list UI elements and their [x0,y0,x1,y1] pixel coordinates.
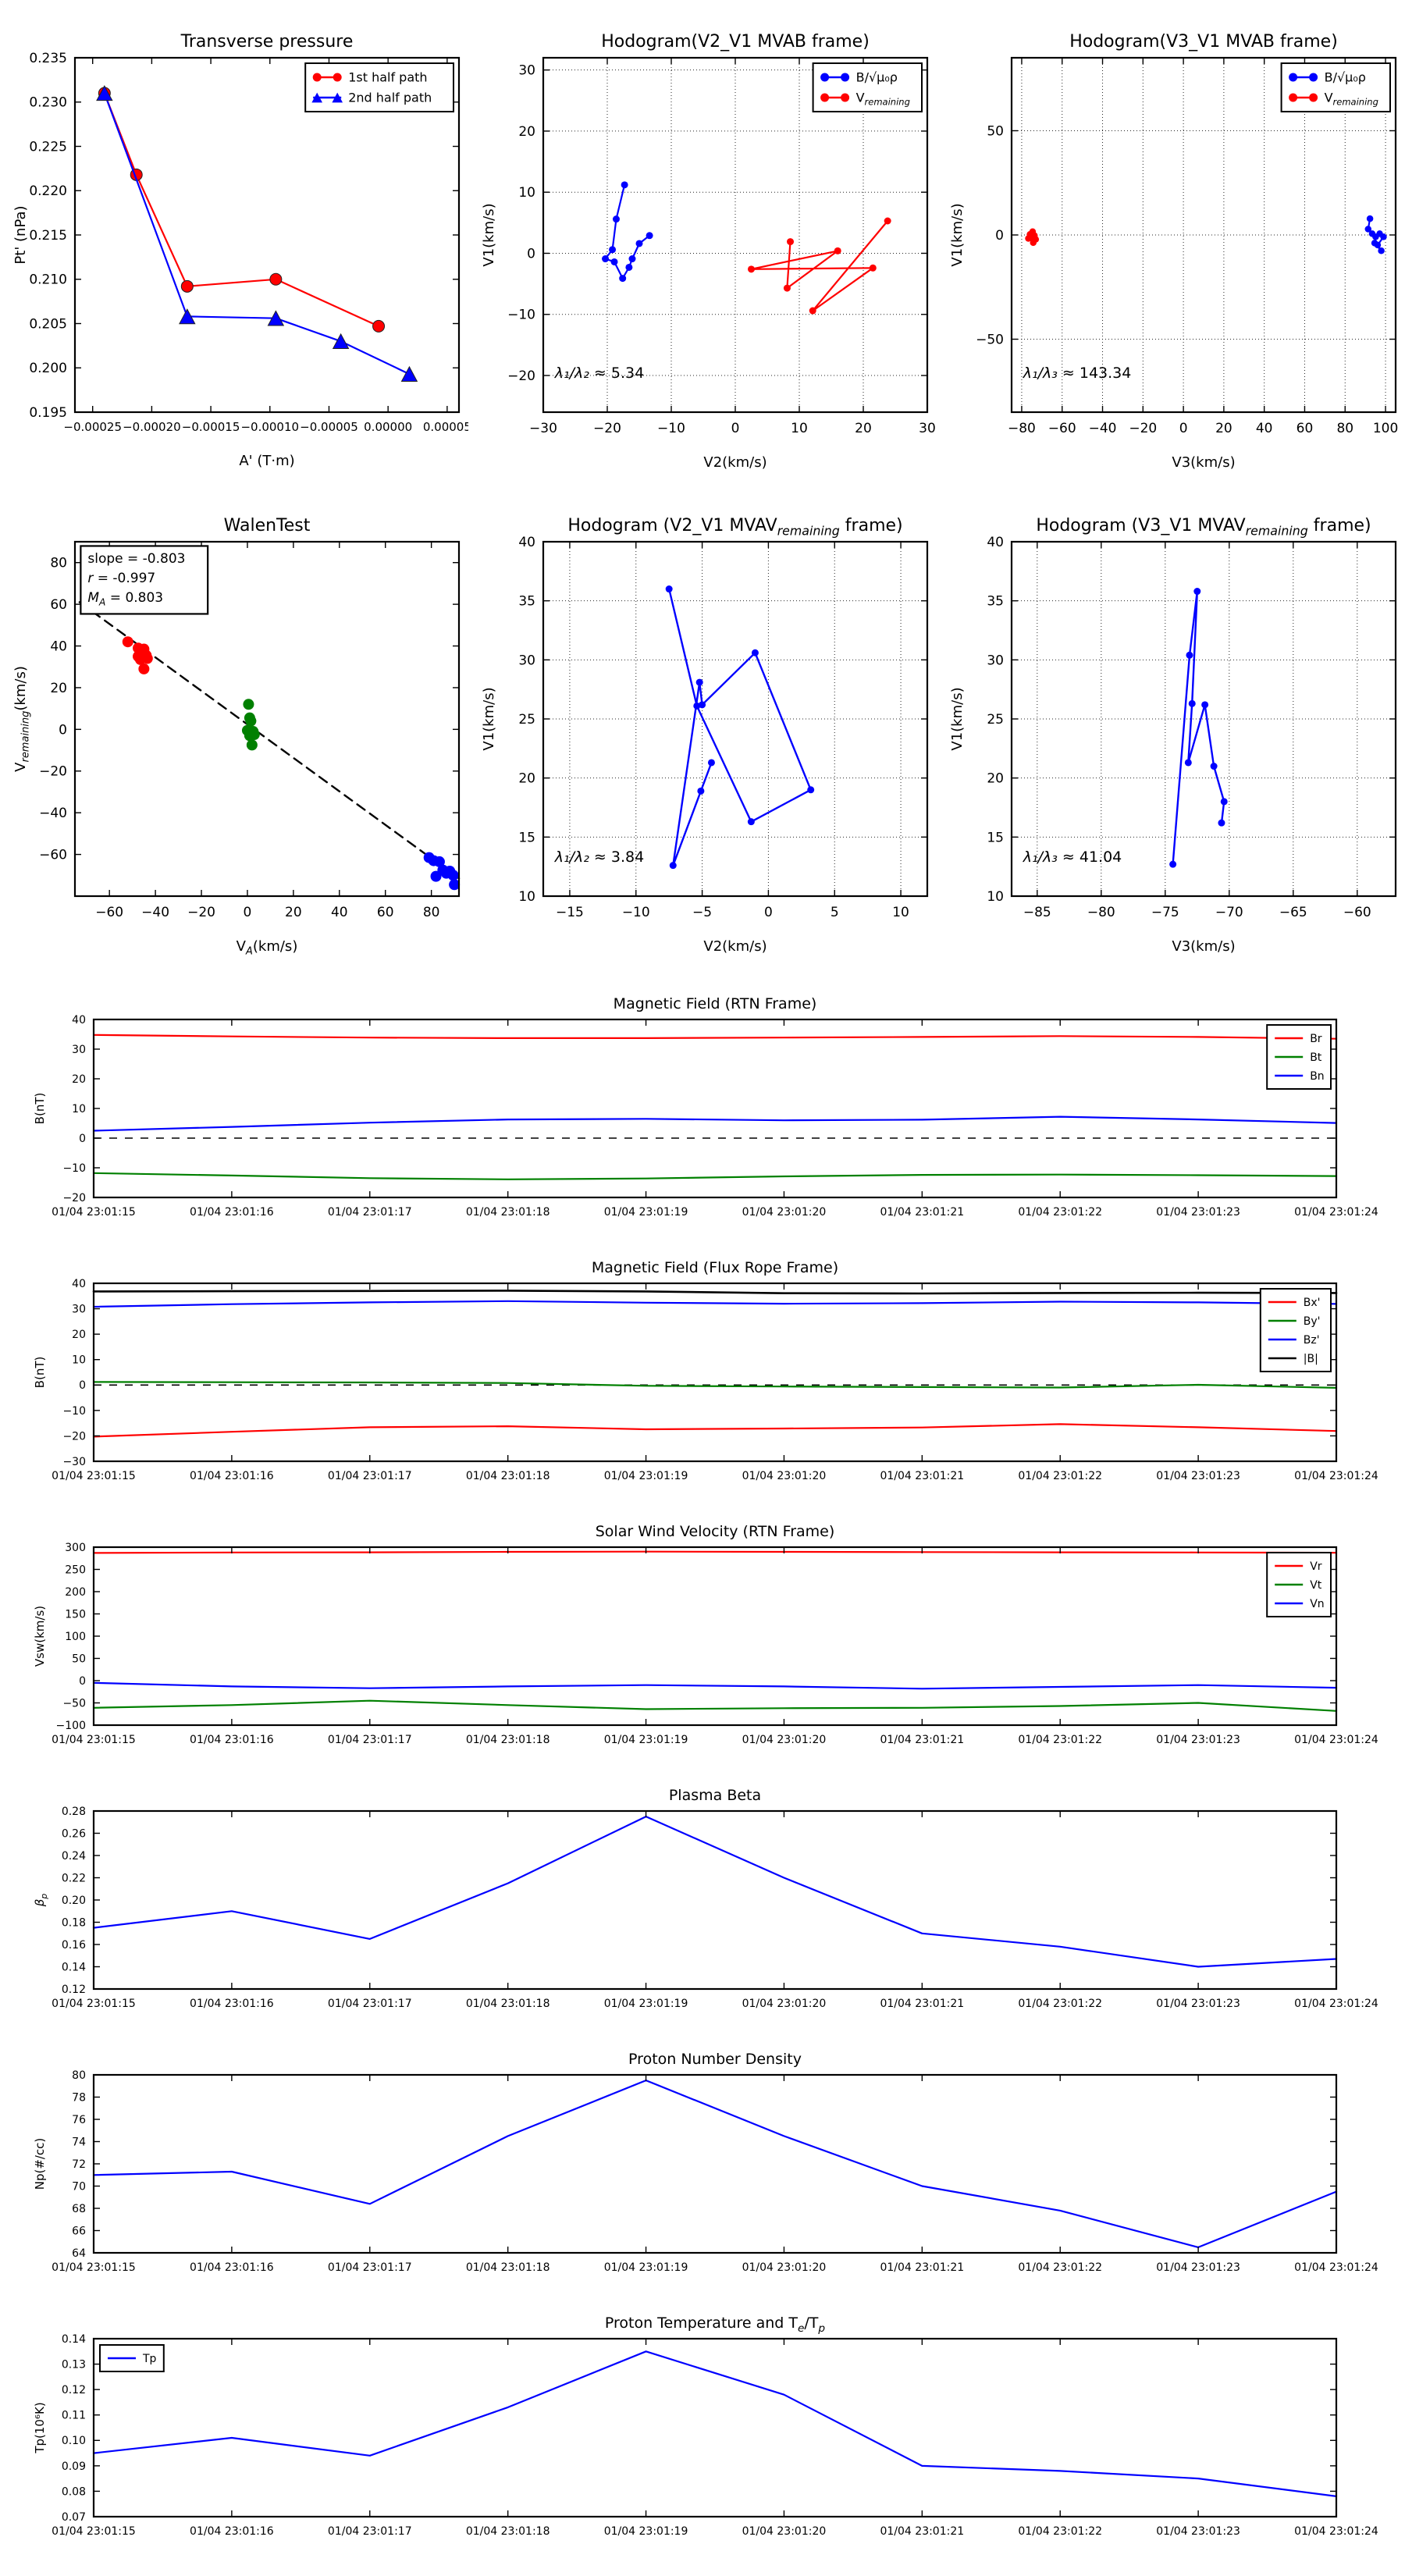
svg-text:66: 66 [72,2225,86,2238]
svg-text:40: 40 [330,905,348,920]
svg-text:−10: −10 [62,1162,86,1175]
svg-text:Tp: Tp [143,2352,157,2365]
chart-proton-number-density [0,2041,1405,2309]
svg-text:20: 20 [72,1329,86,1342]
svg-text:25: 25 [518,711,535,728]
svg-text:−70: −70 [1215,905,1243,920]
svg-text:−20: −20 [39,763,67,780]
svg-text:01/04 23:01:23: 01/04 23:01:23 [1156,1206,1240,1219]
svg-text:−15: −15 [555,905,584,920]
svg-text:01/04 23:01:23: 01/04 23:01:23 [1156,1998,1240,2010]
svg-text:0.28: 0.28 [61,1805,86,1818]
svg-text:r = -0.997: r = -0.997 [87,571,156,587]
svg-text:30: 30 [518,62,535,79]
svg-text:0.00000: 0.00000 [364,420,413,434]
svg-text:−20: −20 [62,1191,86,1204]
svg-text:100: 100 [1372,421,1399,436]
svg-text:−0.00010: −0.00010 [240,420,300,434]
svg-text:MA = 0.803: $M_A = 0.803$ [87,590,164,608]
svg-text:40: 40 [518,534,535,550]
svg-text:40: 40 [50,639,67,655]
svg-text:−50: −50 [62,1697,86,1710]
svg-text:0.235: 0.235 [29,50,67,66]
svg-text:0.10: 0.10 [61,2435,86,2448]
svg-text:|B|: |B| [1303,1352,1318,1365]
svg-text:0.26: 0.26 [61,1827,86,1841]
svg-text:30: 30 [518,653,535,669]
svg-text:01/04 23:01:24: 01/04 23:01:24 [1294,1998,1378,2010]
svg-text:01/04 23:01:17: 01/04 23:01:17 [327,2261,412,2274]
svg-text:0.12: 0.12 [61,1983,86,1996]
svg-text:Vremaining: $V_{remaining}$ [1324,90,1378,108]
svg-text:−0.00005: −0.00005 [300,420,358,434]
svg-text:01/04 23:01:15: 01/04 23:01:15 [52,2525,136,2538]
svg-text:01/04 23:01:18: 01/04 23:01:18 [465,1734,550,1746]
svg-text:40: 40 [72,1277,86,1290]
svg-text:0.24: 0.24 [61,1849,86,1863]
svg-text:01/04 23:01:17: 01/04 23:01:17 [327,1206,412,1219]
svg-text:0: 0 [243,905,252,920]
svg-text:Vsw(km/s): Vsw(km/s) [33,1605,47,1667]
svg-text:Tp(10⁶K): Tp(10⁶K) [33,2402,47,2453]
svg-text:20: 20 [855,421,872,436]
svg-text:−60: −60 [1343,905,1371,920]
svg-text:1st half path: 1st half path [348,69,428,85]
svg-text:80: 80 [1336,421,1354,436]
svg-text:Vn: Vn [1310,1597,1325,1610]
svg-text:λ₁/λ₂ ≈ 5.34: λ₁/λ₂ ≈ 5.34 [554,365,645,382]
svg-text:68: 68 [72,2202,86,2215]
svg-text:01/04 23:01:19: 01/04 23:01:19 [603,1206,688,1219]
svg-text:76: 76 [72,2113,86,2126]
svg-text:B/√μ₀ρ: B/√μ₀ρ [1324,69,1366,85]
svg-text:Hodogram(V3_V1 MVAB frame): Hodogram(V3_V1 MVAB frame) [1069,32,1338,52]
svg-text:Plasma Beta: Plasma Beta [668,1787,762,1804]
svg-text:0.14: 0.14 [61,2332,86,2346]
svg-text:−30: −30 [529,421,557,436]
svg-text:01/04 23:01:19: 01/04 23:01:19 [603,2525,688,2538]
svg-text:15: 15 [987,830,1004,846]
svg-text:0: 0 [995,227,1004,244]
svg-text:0.200: 0.200 [29,361,67,377]
chart-hodogram-v3v1-mvav [940,490,1405,974]
svg-text:100: 100 [65,1630,86,1643]
svg-text:−85: −85 [1023,905,1051,920]
chart-hodogram-v2v1-mvab [471,6,937,490]
svg-text:10: 10 [518,185,535,201]
svg-text:Proton Number Density: Proton Number Density [628,2051,802,2068]
svg-text:0: 0 [79,1674,86,1688]
svg-text:01/04 23:01:20: 01/04 23:01:20 [742,1470,827,1482]
svg-text:0.205: 0.205 [29,316,67,333]
svg-text:Bz': Bz' [1303,1333,1320,1347]
svg-text:01/04 23:01:16: 01/04 23:01:16 [190,1206,274,1219]
svg-text:−10: −10 [507,307,535,323]
svg-text:0.07: 0.07 [61,2510,86,2524]
svg-text:35: 35 [987,593,1004,610]
svg-text:40: 40 [987,534,1004,550]
svg-text:By': By' [1303,1315,1321,1328]
svg-text:0.12: 0.12 [61,2384,86,2397]
svg-text:20: 20 [987,770,1004,787]
chart-transverse-pressure [3,6,468,490]
svg-text:−80: −80 [1008,421,1036,436]
svg-text:−75: −75 [1151,905,1179,920]
svg-text:01/04 23:01:20: 01/04 23:01:20 [742,2261,827,2274]
svg-text:10: 10 [72,1102,86,1115]
svg-text:0.09: 0.09 [61,2460,86,2473]
svg-text:50: 50 [987,123,1004,140]
svg-text:−40: −40 [141,905,170,920]
svg-text:2nd half path: 2nd half path [348,90,432,105]
svg-text:slope = -0.803: slope = -0.803 [87,551,186,568]
svg-text:01/04 23:01:20: 01/04 23:01:20 [742,1206,827,1219]
svg-text:60: 60 [50,597,67,614]
svg-text:74: 74 [72,2136,86,2149]
svg-text:01/04 23:01:16: 01/04 23:01:16 [190,2525,274,2538]
svg-text:−10: −10 [621,905,650,920]
svg-text:01/04 23:01:17: 01/04 23:01:17 [327,1734,412,1746]
svg-text:λ₁/λ₃ ≈ 41.04: λ₁/λ₃ ≈ 41.04 [1023,849,1122,866]
svg-text:Bx': Bx' [1303,1296,1321,1309]
svg-text:0.215: 0.215 [29,227,67,244]
svg-text:−60: −60 [39,847,67,863]
svg-text:01/04 23:01:24: 01/04 23:01:24 [1294,2261,1378,2274]
svg-text:72: 72 [72,2158,86,2171]
svg-text:01/04 23:01:23: 01/04 23:01:23 [1156,2525,1240,2538]
svg-text:Transverse pressure: Transverse pressure [180,32,354,52]
svg-text:10: 10 [987,888,1004,905]
svg-text:B(nT): B(nT) [33,1092,47,1125]
svg-text:01/04 23:01:23: 01/04 23:01:23 [1156,1470,1240,1482]
svg-text:−0.00020: −0.00020 [123,420,181,434]
svg-text:λ₁/λ₂ ≈ 3.84: λ₁/λ₂ ≈ 3.84 [554,849,645,866]
svg-text:Vt: Vt [1310,1578,1322,1592]
svg-text:250: 250 [65,1564,86,1577]
svg-text:−5: −5 [692,905,713,920]
svg-text:0.230: 0.230 [29,94,67,111]
svg-text:78: 78 [72,2091,86,2105]
svg-text:80: 80 [50,555,67,571]
svg-text:10: 10 [791,421,808,436]
svg-text:200: 200 [65,1585,86,1599]
svg-text:01/04 23:01:23: 01/04 23:01:23 [1156,1734,1240,1746]
svg-text:0.00005: 0.00005 [422,420,468,434]
svg-text:30: 30 [72,1303,86,1316]
chart-plasma-beta [0,1777,1405,2045]
svg-text:01/04 23:01:16: 01/04 23:01:16 [190,1470,274,1482]
svg-text:20: 20 [285,905,302,920]
svg-text:01/04 23:01:20: 01/04 23:01:20 [742,2525,827,2538]
svg-text:01/04 23:01:24: 01/04 23:01:24 [1294,1206,1378,1219]
svg-text:Proton Temperature and Te/Tp: Proton Temperature and $T_e/T_p$ [604,2314,826,2335]
svg-text:−10: −10 [657,421,685,436]
svg-text:λ₁/λ₃ ≈ 143.34: λ₁/λ₃ ≈ 143.34 [1023,365,1132,382]
svg-text:V3(km/s): V3(km/s) [1172,454,1236,471]
svg-text:01/04 23:01:22: 01/04 23:01:22 [1018,2525,1103,2538]
svg-text:Vremaining: $V_{remaining}$ [855,90,910,108]
svg-text:25: 25 [987,711,1004,728]
chart-walen-test [3,490,468,974]
svg-text:0.11: 0.11 [61,2409,86,2422]
svg-text:0: 0 [731,421,740,436]
svg-text:01/04 23:01:22: 01/04 23:01:22 [1018,1734,1103,1746]
svg-text:−40: −40 [1088,421,1117,436]
svg-text:01/04 23:01:18: 01/04 23:01:18 [465,1998,550,2010]
svg-text:A' (T·m): A' (T·m) [239,453,295,469]
svg-text:0.210: 0.210 [29,272,67,288]
svg-text:−20: −20 [62,1430,86,1443]
svg-text:V2(km/s): V2(km/s) [703,938,767,955]
svg-text:20: 20 [518,770,535,787]
svg-text:01/04 23:01:21: 01/04 23:01:21 [880,1206,965,1219]
svg-text:40: 40 [1255,421,1273,436]
svg-text:01/04 23:01:15: 01/04 23:01:15 [52,1734,136,1746]
svg-text:0: 0 [1179,421,1188,436]
svg-text:0.16: 0.16 [61,1938,86,1952]
svg-text:0: 0 [79,1379,86,1393]
svg-text:01/04 23:01:21: 01/04 23:01:21 [880,1470,965,1482]
svg-text:0: 0 [59,722,67,738]
svg-text:−50: −50 [976,332,1004,348]
svg-text:−20: −20 [507,368,535,384]
svg-text:50: 50 [72,1653,86,1666]
svg-text:−10: −10 [62,1404,86,1418]
svg-text:01/04 23:01:22: 01/04 23:01:22 [1018,2261,1103,2274]
svg-text:01/04 23:01:21: 01/04 23:01:21 [880,1734,965,1746]
chart-proton-temperature [0,2304,1405,2573]
svg-text:−100: −100 [55,1719,86,1732]
svg-text:20: 20 [50,680,67,696]
svg-text:80: 80 [422,905,440,920]
svg-text:01/04 23:01:15: 01/04 23:01:15 [52,1206,136,1219]
svg-text:0.220: 0.220 [29,183,67,200]
svg-text:−0.00015: −0.00015 [181,420,240,434]
svg-text:01/04 23:01:24: 01/04 23:01:24 [1294,1734,1378,1746]
svg-text:01/04 23:01:17: 01/04 23:01:17 [327,1470,412,1482]
chart-hodogram-v3v1-mvab [940,6,1405,490]
chart-magnetic-field-rtn [0,985,1405,1254]
svg-text:20: 20 [72,1073,86,1086]
svg-text:−0.00025: −0.00025 [63,420,123,434]
svg-text:B/√μ₀ρ: B/√μ₀ρ [855,69,898,85]
svg-text:15: 15 [518,830,535,846]
svg-text:01/04 23:01:17: 01/04 23:01:17 [327,2525,412,2538]
svg-text:Bn: Bn [1310,1069,1325,1083]
svg-text:0.195: 0.195 [29,404,67,421]
svg-text:300: 300 [65,1541,86,1554]
svg-text:01/04 23:01:21: 01/04 23:01:21 [880,1998,965,2010]
svg-text:01/04 23:01:15: 01/04 23:01:15 [52,1470,136,1482]
svg-text:0: 0 [763,905,773,920]
svg-text:80: 80 [72,2069,86,2082]
svg-text:Br: Br [1310,1032,1322,1045]
svg-text:Vr: Vr [1310,1560,1322,1573]
svg-text:0.13: 0.13 [61,2358,86,2371]
svg-text:0.14: 0.14 [61,1961,86,1974]
svg-text:01/04 23:01:19: 01/04 23:01:19 [603,2261,688,2274]
svg-text:10: 10 [518,888,535,905]
svg-text:150: 150 [65,1608,86,1621]
svg-text:30: 30 [72,1043,86,1056]
svg-text:Hodogram(V2_V1 MVAB frame): Hodogram(V2_V1 MVAB frame) [601,32,870,52]
svg-text:Bt: Bt [1310,1051,1322,1064]
svg-text:01/04 23:01:23: 01/04 23:01:23 [1156,2261,1240,2274]
svg-text:V2(km/s): V2(km/s) [703,454,767,471]
svg-text:5: 5 [830,905,839,920]
svg-text:−20: −20 [1129,421,1158,436]
svg-text:−40: −40 [39,806,67,822]
svg-text:40: 40 [72,1013,86,1026]
svg-text:Hodogram (V3_V1 MVAVremaining: Hodogram (V3_V1 $MVAV_{remaining}$ frame) [1036,516,1371,539]
svg-text:V3(km/s): V3(km/s) [1172,938,1236,955]
svg-text:V1(km/s): V1(km/s) [481,687,497,751]
chart-magnetic-field-fluxrope [0,1249,1405,1517]
svg-text:64: 64 [72,2247,86,2260]
svg-text:01/04 23:01:20: 01/04 23:01:20 [742,1998,827,2010]
svg-text:01/04 23:01:16: 01/04 23:01:16 [190,1734,274,1746]
svg-text:01/04 23:01:22: 01/04 23:01:22 [1018,1470,1103,1482]
svg-text:Solar Wind Velocity (RTN Frame: Solar Wind Velocity (RTN Frame) [595,1523,835,1540]
svg-text:01/04 23:01:24: 01/04 23:01:24 [1294,2525,1378,2538]
svg-text:01/04 23:01:18: 01/04 23:01:18 [465,2261,550,2274]
svg-text:01/04 23:01:24: 01/04 23:01:24 [1294,1470,1378,1482]
svg-text:0.18: 0.18 [61,1916,86,1930]
svg-text:V1(km/s): V1(km/s) [949,203,966,267]
svg-text:01/04 23:01:18: 01/04 23:01:18 [465,1470,550,1482]
svg-text:35: 35 [518,593,535,610]
svg-text:01/04 23:01:21: 01/04 23:01:21 [880,2525,965,2538]
svg-text:V1(km/s): V1(km/s) [481,203,497,267]
svg-text:70: 70 [72,2180,86,2194]
svg-text:−30: −30 [62,1455,86,1468]
chart-solar-wind-velocity [0,1513,1405,1781]
svg-text:10: 10 [72,1354,86,1367]
svg-text:−60: −60 [95,905,124,920]
svg-text:B(nT): B(nT) [33,1356,47,1389]
svg-text:−20: −20 [187,905,215,920]
svg-text:Hodogram (V2_V1 MVAVremaining: Hodogram (V2_V1 $MVAV_{remaining}$ frame) [567,516,903,539]
svg-text:01/04 23:01:15: 01/04 23:01:15 [52,2261,136,2274]
svg-text:−60: −60 [1048,421,1076,436]
svg-text:0: 0 [79,1132,86,1145]
svg-text:Magnetic Field (RTN Frame): Magnetic Field (RTN Frame) [613,995,817,1012]
svg-text:10: 10 [892,905,909,920]
svg-text:01/04 23:01:19: 01/04 23:01:19 [603,1470,688,1482]
chart-hodogram-v2v1-mvav [471,490,937,974]
svg-text:01/04 23:01:19: 01/04 23:01:19 [603,1734,688,1746]
svg-text:−80: −80 [1087,905,1115,920]
svg-text:01/04 23:01:16: 01/04 23:01:16 [190,2261,274,2274]
svg-text:0.08: 0.08 [61,2485,86,2499]
svg-text:0.20: 0.20 [61,1894,86,1907]
svg-text:30: 30 [987,653,1004,669]
svg-text:01/04 23:01:21: 01/04 23:01:21 [880,2261,965,2274]
svg-text:V1(km/s): V1(km/s) [949,687,966,751]
svg-text:01/04 23:01:20: 01/04 23:01:20 [742,1734,827,1746]
svg-text:Magnetic Field (Flux Rope Fram: Magnetic Field (Flux Rope Frame) [591,1259,839,1276]
svg-text:01/04 23:01:19: 01/04 23:01:19 [603,1998,688,2010]
svg-text:01/04 23:01:17: 01/04 23:01:17 [327,1998,412,2010]
svg-text:01/04 23:01:22: 01/04 23:01:22 [1018,1998,1103,2010]
svg-text:01/04 23:01:15: 01/04 23:01:15 [52,1998,136,2010]
svg-text:βp: $\beta_p$ [33,1893,49,1907]
svg-text:0: 0 [527,246,535,262]
svg-text:VA(km/s): $V_A(km/s)$ [236,938,298,958]
svg-text:01/04 23:01:16: 01/04 23:01:16 [190,1998,274,2010]
svg-text:WalenTest: WalenTest [223,516,311,535]
svg-text:01/04 23:01:18: 01/04 23:01:18 [465,1206,550,1219]
svg-text:0.225: 0.225 [29,139,67,155]
svg-text:01/04 23:01:22: 01/04 23:01:22 [1018,1206,1103,1219]
svg-text:30: 30 [919,421,936,436]
svg-text:0.22: 0.22 [61,1872,86,1885]
svg-text:20: 20 [1215,421,1232,436]
svg-text:Pt' (nPa): Pt' (nPa) [12,205,29,265]
svg-text:01/04 23:01:18: 01/04 23:01:18 [465,2525,550,2538]
svg-text:Vremaining(km/s): $V_{remaining}(km/s)$ [12,666,32,772]
svg-text:−20: −20 [593,421,621,436]
svg-text:20: 20 [518,123,535,140]
svg-text:Np(#/cc): Np(#/cc) [33,2137,47,2190]
svg-text:60: 60 [1296,421,1314,436]
svg-text:60: 60 [376,905,394,920]
svg-text:−65: −65 [1279,905,1307,920]
